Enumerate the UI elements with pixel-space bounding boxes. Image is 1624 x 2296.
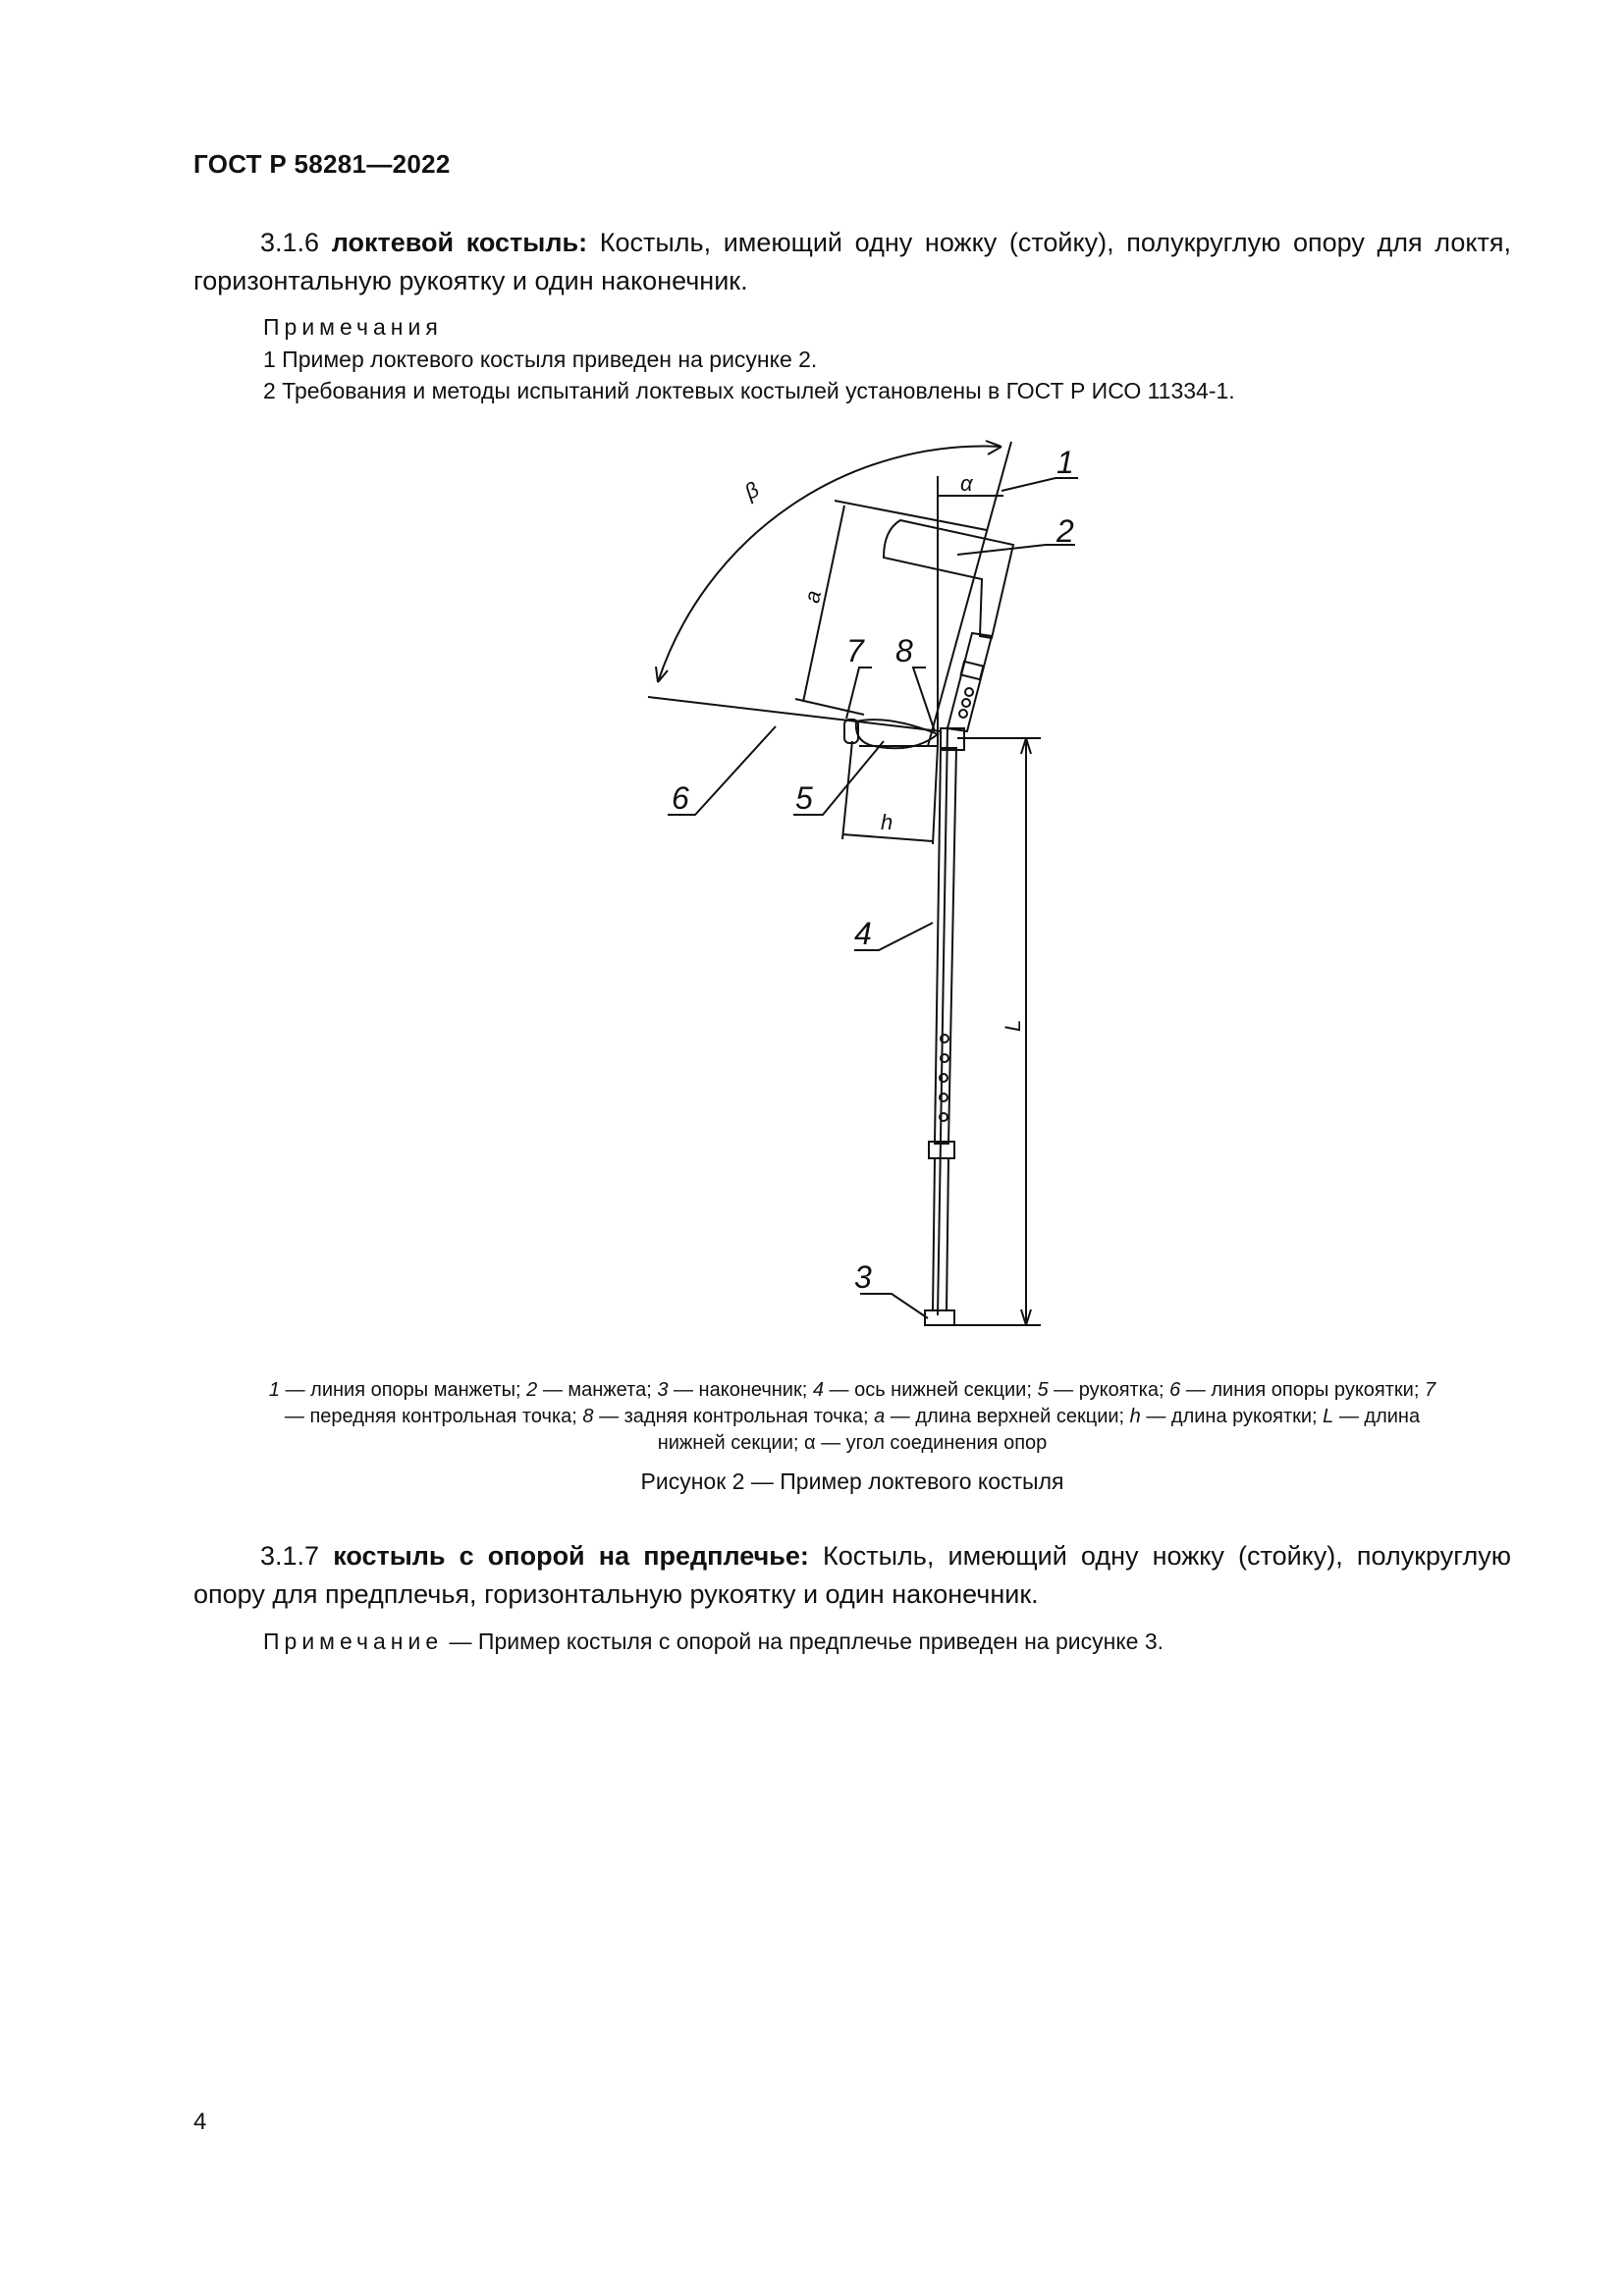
upper-hole-2	[962, 699, 970, 707]
h-label: h	[881, 810, 893, 834]
note-item-2: 2 Требования и методы испытаний локтевых костылей установлены в ГОСТ Р ИСО 11334-1.	[263, 378, 1235, 403]
note-label: Примечание	[263, 1629, 444, 1654]
h-extension-right	[933, 746, 938, 844]
note-item-1: 1 Пример локтевого костыля приведен на рисунке 2.	[263, 347, 818, 372]
tip	[925, 1310, 954, 1325]
label-2: 2	[1056, 513, 1074, 549]
beta-label: β	[739, 476, 764, 505]
label-8: 8	[895, 633, 913, 668]
a-dim-line	[803, 506, 844, 702]
definition: Костыль, имеющий одну ножку (стойку), полукруглую опору для локтя, горизонтальную рукоятку и один наконечник.	[193, 228, 1511, 295]
label-3: 3	[854, 1259, 872, 1295]
section-3-1-6	[193, 224, 1511, 300]
figure-legend	[263, 1377, 1441, 1457]
legend-item: 2 — манжета;	[526, 1379, 658, 1401]
a-extension-bottom	[795, 699, 864, 715]
legend-item: 8 — задняя контрольная точка;	[582, 1406, 875, 1427]
section-3-1-7	[193, 1537, 1511, 1614]
legend-item: a — длина верхней секции;	[874, 1406, 1130, 1427]
notes-heading: Примечания	[263, 314, 443, 340]
a-extension-top	[835, 501, 987, 530]
handle	[856, 720, 938, 748]
legend-item: 1 — линия опоры манжеты;	[268, 1379, 527, 1401]
leader-8	[913, 667, 935, 731]
alpha-label: α	[960, 471, 973, 496]
term: локтевой костыль:	[331, 228, 588, 257]
label-5: 5	[795, 780, 813, 816]
a-label: a	[799, 588, 827, 606]
upper-hole-1	[965, 688, 973, 696]
legend-item: 4 — ось нижней секции;	[812, 1379, 1038, 1401]
legend-item: h — длина рукоятки;	[1129, 1406, 1324, 1427]
document-header: ГОСТ Р 58281—2022	[193, 149, 451, 179]
cuff	[884, 520, 1013, 638]
beta-arrow-top	[986, 441, 1001, 454]
upper-hole-3	[959, 710, 967, 718]
page-number: 4	[193, 2109, 207, 2135]
h-dim-line	[842, 834, 933, 841]
legend-item: 7 — передняя контрольная точка;	[284, 1379, 1436, 1427]
crutch-figure	[628, 422, 1100, 1355]
note-text: — Пример костыля с опорой на предплечье приведен на рисунке 3.	[449, 1629, 1164, 1654]
note-3-1-7	[263, 1625, 1510, 1658]
label-6: 6	[672, 780, 689, 816]
label-4: 4	[854, 916, 872, 951]
figure-caption: Рисунок 2 — Пример локтевого костыля	[640, 1468, 1064, 1494]
legend-item: 5 — рукоятка;	[1037, 1379, 1170, 1401]
leader-3	[860, 1294, 928, 1318]
label-1: 1	[1056, 445, 1074, 480]
label-7: 7	[846, 633, 864, 668]
handle-support-line	[648, 697, 941, 731]
legend-item: 3 — наконечник;	[657, 1379, 813, 1401]
section-number: 3.1.7	[260, 1541, 320, 1571]
legend-item: L — длина нижней секции;	[657, 1406, 1421, 1454]
legend-item: α — угол соединения опор	[803, 1432, 1048, 1454]
section-number: 3.1.6	[260, 228, 320, 257]
legend-item: 6 — линия опоры рукоятки;	[1169, 1379, 1425, 1401]
L-label: L	[1001, 1019, 1025, 1032]
definition: Костыль, имеющий одну ножку (стойку), полукруглую опору для предплечья, горизонтальную рукоятку и один наконечник.	[193, 1541, 1511, 1609]
beta-arc	[658, 447, 1001, 682]
term: костыль с опорой на предплечье:	[333, 1541, 809, 1571]
upper-clamp	[961, 662, 984, 679]
